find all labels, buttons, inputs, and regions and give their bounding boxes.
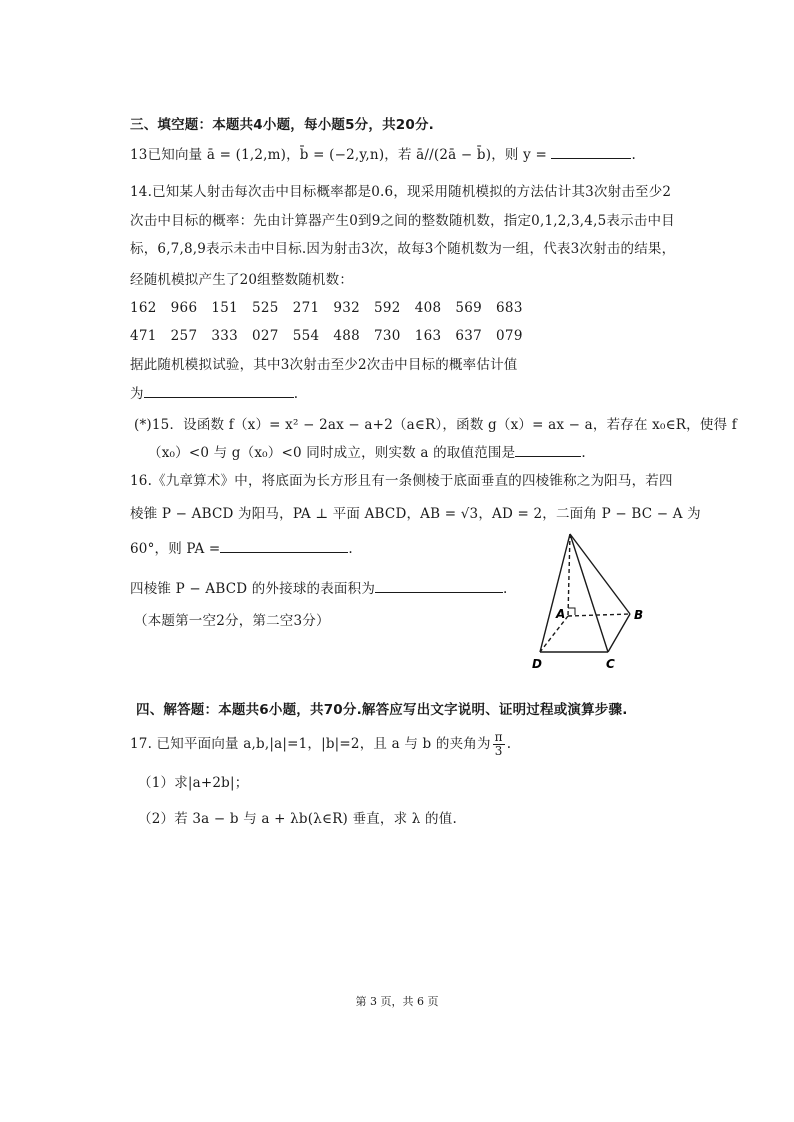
q16-line3 [130,540,353,558]
pyramid-figure [526,524,656,674]
random-number-row-2 [130,328,537,344]
edge-AB [568,614,630,616]
q17-part2: （2）若 3a − b 与 a + λb(λ∈R) 垂直，求 λ 的值. [138,811,457,827]
q16-sphere-text: 四棱锥 P − ABCD 的外接球的表面积为 [130,581,376,597]
random-number: 637 [455,328,483,344]
random-number: 932 [333,300,361,316]
q17-stem-end: . [506,736,512,752]
q14-line5: 据此随机模拟试验，其中3次射击至少2次击中目标的概率估计值 [130,357,518,373]
q15-text: （x₀）<0 与 g（x₀）<0 同时成立，则实数 a 的取值范围是 [148,445,516,461]
edge-PA [568,534,570,616]
q16-line1: 16.《九章算术》中，将底面为长方形且有一条侧棱于底面垂直的四棱锥称之为阳马，若四 [130,473,673,489]
q16-score-note: （本题第一空2分，第二空3分） [134,613,330,629]
q15-line2 [148,444,586,462]
q14-line1: 14.已知某人射击每次击中目标概率都是0.6，现采用随机模拟的方法估计其3次射击至少2 [130,184,672,200]
q14-prefix: 为 [130,386,144,402]
fraction-denominator: 3 [494,744,503,758]
label-D: D [532,657,542,671]
q16-pa-end: . [348,541,353,557]
random-number: 525 [252,300,279,316]
label-C: C [606,657,615,671]
edge-PB [570,534,630,614]
random-number: 271 [292,300,320,316]
q14-line6 [130,385,298,403]
edge-PC [570,534,608,652]
random-number: 151 [211,300,239,316]
random-number: 408 [414,300,442,316]
random-number: 333 [211,328,239,344]
q15-line1: (*)15．设函数 f（x）= x² − 2ax − a+2（a∈R），函数 g（x）= ax − a，若存在 x₀∈R，使得 f [134,417,737,433]
angle-fraction [493,731,505,758]
random-number: 257 [170,328,198,344]
random-number: 027 [252,328,279,344]
q16-sphere-answer-blank[interactable] [375,580,503,593]
q16-line2: 棱锥 P − ABCD 为阳马，PA ⊥ 平面 ABCD，AB = √3，AD = 2，二面角 P − BC − A 为 [130,506,701,522]
right-angle-mark [568,608,575,615]
question-17-stem [130,731,511,758]
section4-heading: 四、解答题：本题共6小题，共70分.解答应写出文字说明、证明过程或演算步骤. [136,702,628,718]
q16-pa-text: 60°，则 PA = [130,541,221,557]
random-number: 966 [170,300,198,316]
q14-line4: 经随机模拟产生了20组整数随机数： [130,272,354,288]
random-number: 079 [496,328,523,344]
q14-line2: 次击中目标的概率：先由计算器产生0到9之间的整数随机数，指定0,1,2,3,4,5表示击中目 [130,213,675,229]
q16-pa-answer-blank[interactable] [220,540,348,553]
page-footer: 第 3 页，共 6 页 [355,995,439,1008]
q13-text: 13已知向量 ā = (1,2,m)，b̄ = (−2,y,n)，若 ā//(2ā − b̄)，则 y = [130,147,547,163]
fraction-numerator: π [494,730,503,744]
random-number: 554 [292,328,320,344]
q14-line3: 标，6,7,8,9表示未击中目标.因为射击3次，故每3个随机数为一组，代表3次射击的结果， [130,241,676,257]
edge-CB [608,614,630,652]
random-number: 162 [130,300,157,316]
question-13 [130,146,636,164]
section3-heading: 三、填空题：本题共4小题，每小题5分，共20分. [130,117,435,133]
q17-stem-text: 17. 已知平面向量 a,b,|a|=1，|b|=2，且 a 与 b 的夹角为 [130,736,491,752]
label-A: A [556,607,566,621]
random-number: 592 [374,300,401,316]
random-number-row-1 [130,300,537,316]
label-B: B [634,608,644,622]
q13-answer-blank[interactable] [551,146,631,159]
random-number: 163 [414,328,442,344]
q14-end: . [293,386,299,402]
random-number: 488 [333,328,361,344]
random-number: 569 [455,300,483,316]
q14-answer-blank[interactable] [144,385,294,398]
q13-end: . [631,147,636,163]
q17-part1: （1）求|a+2b|； [138,775,249,791]
q15-answer-blank[interactable] [515,444,581,457]
q15-end: . [581,445,586,461]
edge-PD [540,534,570,652]
random-number: 471 [130,328,157,344]
q16-sphere-end: . [503,581,508,597]
random-number: 730 [374,328,401,344]
random-number: 683 [496,300,523,316]
q16-line4 [130,580,508,598]
